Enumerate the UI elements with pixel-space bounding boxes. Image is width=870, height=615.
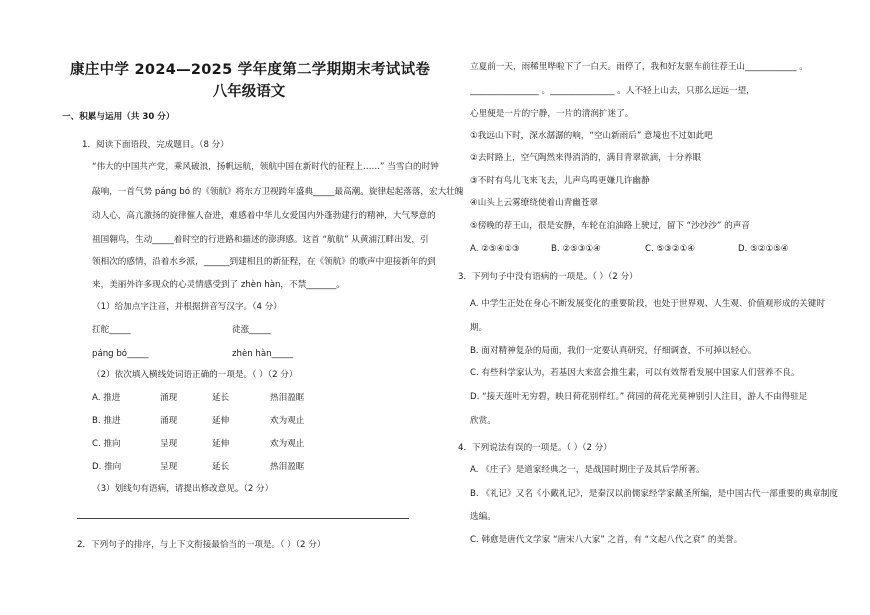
passage-line: 祖国翱鸟，生动_____着时空的行进路和描述的澎湃感。这首 “航航” 从黄浦江畔出发，引	[92, 235, 429, 245]
passage-line: 动人心，高亢激扬的旋律催人奋进，难感着中华儿女爱国内外蓬勃建行的精神，大气琴意的	[92, 211, 436, 221]
sentence-item: ②去时路上，空气陶然来得消消的，满目青翠欲滴，十分养眼	[470, 153, 702, 163]
option-a-cont: 期。	[470, 323, 488, 333]
option-b[interactable]: B. 面对精神复杂的局面，我们一定要认真研究，仔细调查，不可掉以轻心。	[470, 346, 757, 356]
option-c[interactable]: C. ⑤③②①④	[645, 244, 695, 254]
option-c[interactable]: C. 有些科学家认为，若基因大来富会推生素，可以有效帮看发展中国家人们营养不良。	[470, 368, 800, 378]
sentence-item: ①我远山下时，深水潺潺的响，“空山新雨后” 意境也不过如此吧	[470, 131, 713, 141]
option-a[interactable]: A. ②⑤④①③	[470, 244, 520, 254]
passage-line: 心里便是一片的宁静，一片的清润扩迷了。	[470, 109, 634, 119]
option-b-cont: 选编。	[470, 512, 496, 522]
exam-title: 康庄中学 2024—2025 学年度第二学期期末考试试卷	[70, 62, 431, 78]
word-blank[interactable]: 扛舵_____	[92, 325, 131, 335]
passage-line: “伟大的中国共产党，乘风破浪，扬帆远航，领航中国在新时代的征程上……” 当雪白的时钟	[92, 162, 439, 172]
option-d[interactable]: D. ⑤②①⑤④	[738, 244, 789, 254]
word-blank[interactable]: zhèn hàn_____	[232, 349, 294, 359]
question-1-stem: 1．阅读下面语段，完成题目。（8 分）	[82, 140, 229, 150]
sentence-item: ④山头上云雾缭绕使着山青幽苍翠	[470, 198, 599, 208]
option-cell[interactable]: D. 推向	[92, 462, 122, 472]
question-2-stem: 2．下列句子的排序，与上下文衔接最恰当的一项是。（ ）（2 分）	[77, 540, 326, 550]
option-cell: 热泪盈眶	[270, 393, 305, 403]
word-blank[interactable]: páng bó_____	[92, 349, 149, 359]
exam-subtitle: 八年级语文	[212, 84, 286, 100]
option-a[interactable]: A. 中学生正处在身心不断发展变化的重要阶段，也处于世界观、人生观、价值观形成的关键时	[470, 299, 825, 309]
option-cell: 涌现	[160, 416, 178, 426]
passage-line: 立夏前一天，雨稀里哗啦下了一白天。雨停了，我和好友驱车前往荐王山____________ 。	[470, 62, 808, 72]
subquestion-3: （3）划线句有语病，请提出修改意见。（2 分）	[92, 484, 274, 494]
option-b[interactable]: B. ②⑤③①④	[551, 244, 601, 254]
passage-line: 敲响，一首气势 páng bó 的《领航》将东方卫视跨年盛典_____最高潮。旋律起起落落，宏大壮魄	[92, 187, 464, 197]
option-cell: 欢为观止	[270, 439, 305, 449]
option-cell: 欢为观止	[270, 416, 305, 426]
subquestion-2: （2）依次填入横线处词语正确的一项是。（ ）（2 分）	[92, 370, 298, 380]
option-cell: 延伸	[212, 439, 230, 449]
sentence-item: ⑤傍晚的荐王山，很是安静，车轮在泊油路上驶过，留下 “沙沙沙” 的声音	[470, 221, 750, 231]
question-3-stem: 3．下列句子中没有语病的一项是。（ ）（2 分）	[458, 272, 638, 282]
option-c[interactable]: C. 韩愈是唐代文学家 “唐宋八大家” 之首，有 “文起八代之衰” 的美誉。	[470, 535, 743, 545]
passage-line: ________________ 。_______________ 。人不轻上山去，只那么远远一望，	[470, 86, 755, 96]
option-cell: 延伸	[212, 416, 230, 426]
option-cell: 呈现	[160, 439, 178, 449]
option-d-cont: 欣赏。	[470, 416, 496, 426]
option-d[interactable]: D. “接天莲叶无穷碧，映日荷花别样红。” 荷园的荷花光莫神别引人注目，游人不由得驻足	[470, 392, 808, 402]
passage-line: 领相次的感情，沿着水乡派，______到建相且的新征程，在《领航》的歌声中迎接新年的到	[92, 257, 436, 267]
passage-line: 来，美丽外许多现众的心灵情感受到了 zhèn hàn，不禁_______。	[92, 280, 345, 290]
option-cell[interactable]: C. 推向	[92, 439, 121, 449]
option-cell[interactable]: B. 推进	[92, 416, 121, 426]
option-b[interactable]: B. 《礼记》又名《小戴礼记》，是秦汉以前儒家经学家戴圣所编，是中国古代一部重要的典章制度	[470, 489, 838, 499]
option-cell: 呈现	[160, 462, 178, 472]
option-cell: 热泪盈眶	[270, 462, 305, 472]
option-cell[interactable]: A. 推进	[92, 393, 121, 403]
question-4-stem: 4．下列说法有误的一项是。（ ）（2 分）	[458, 443, 612, 453]
sentence-item: ③不时有鸟儿飞来飞去，儿声鸟鸣更嫌几许幽静	[470, 176, 650, 186]
option-cell: 延长	[212, 462, 230, 472]
option-a[interactable]: A. 《庄子》是道家经典之一，是战国时期庄子及其后学所著。	[470, 465, 705, 475]
option-cell: 涌现	[160, 393, 178, 403]
answer-line[interactable]	[77, 518, 409, 519]
subquestion-1: （1）给加点字注音，并根据拼音写汉字。（4 分）	[92, 302, 282, 312]
section-heading: 一、积累与运用（共 30 分）	[62, 112, 175, 122]
option-cell: 延长	[212, 393, 230, 403]
word-blank[interactable]: 徒涨_____	[232, 325, 271, 335]
